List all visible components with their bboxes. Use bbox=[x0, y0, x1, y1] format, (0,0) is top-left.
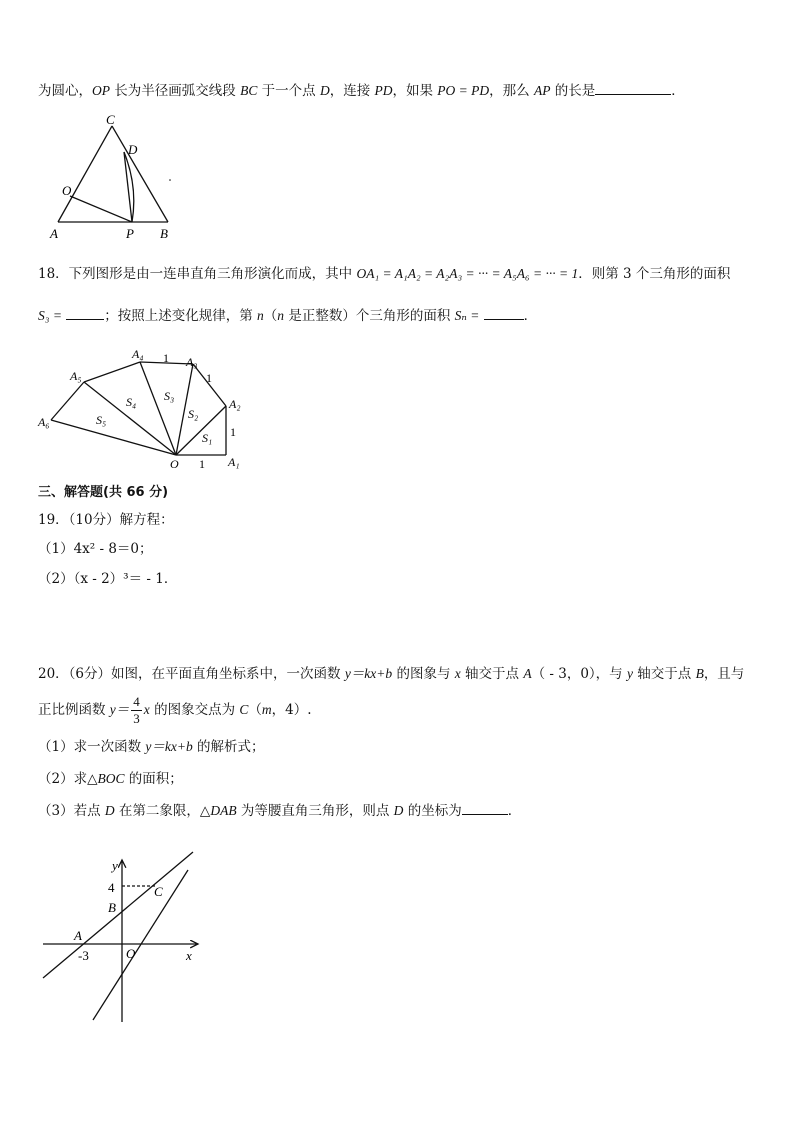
q18-text-line2: S₃ = ；按照上述变化规律，第 n（n 是正整数）个三角形的面积 Sₙ = ． bbox=[38, 305, 537, 326]
label-b: B bbox=[160, 226, 168, 241]
fraction-four-thirds: $\frac{4}{3}$ bbox=[133, 694, 140, 726]
label-one-right: 1 bbox=[230, 425, 236, 439]
q19-part1: （1）4x² - 8＝0； bbox=[38, 541, 153, 557]
q18-spiral-figure bbox=[36, 344, 256, 472]
label-c: C bbox=[106, 112, 115, 127]
label-one-a3a4: 1 bbox=[163, 351, 169, 365]
label-a: A bbox=[74, 928, 82, 943]
q18-text-line1: 18．下列图形是由一连串直角三角形演化而成，其中 OA₁ = A₁A₂ = A₂A₃ = ··· = A₅A₆ = ··· = 1．则第 3 个三角形的面积 bbox=[38, 266, 731, 282]
q17-text-line: 为圆心，OP 长为半径画弧交线段 BC 于一个点 D，连接 PD，如果 PO = PD，那么 AP 的长是 ． bbox=[38, 80, 685, 101]
q18-sequence: OA₁ = A₁A₂ = A₂A₃ = ··· = A₅A₆ = ··· = 1 bbox=[356, 266, 579, 281]
condition-po-pd: PO = PD bbox=[437, 83, 490, 98]
segment-ap: AP bbox=[533, 83, 551, 98]
segment-op: OP bbox=[92, 83, 110, 98]
axis-label-x: x bbox=[186, 948, 192, 963]
label-o: O bbox=[170, 457, 179, 471]
section-heading: 三、解答题(共 66 分) bbox=[38, 485, 169, 500]
q19-part2: （2）（x - 2）³＝ - 1． bbox=[38, 571, 178, 587]
segment-bc: BC bbox=[240, 83, 258, 98]
label-a: A bbox=[50, 226, 58, 241]
q17-triangle-figure bbox=[40, 112, 190, 242]
label-s4: S₄ bbox=[126, 395, 137, 409]
axis-label-y: y bbox=[112, 858, 118, 873]
q20-coordinate-figure bbox=[38, 850, 208, 1030]
label-a5: A₅ bbox=[70, 369, 82, 383]
label-a3: A₃ bbox=[186, 355, 198, 369]
q20-part3: （3）若点 D 在第二象限，△DAB 为等腰直角三角形，则点 D 的坐标为 ． bbox=[38, 800, 521, 821]
q20-text-line1: 20．（6分）如图，在平面直角坐标系中，一次函数 y＝kx+b 的图象与 x 轴交于点 A（ - 3，0），与 y 轴交于点 B，且与 bbox=[38, 666, 745, 682]
label-a4: A₄ bbox=[132, 347, 144, 361]
label-a6: A₆ bbox=[38, 415, 50, 429]
label-one-a2a3: 1 bbox=[206, 371, 212, 385]
label-a1: A₁ bbox=[228, 455, 240, 469]
q20-part1: （1）求一次函数 y＝kx+b 的解析式； bbox=[38, 739, 265, 755]
segment-pd: PD bbox=[374, 83, 393, 98]
stray-dot bbox=[169, 179, 171, 181]
q20-part2: （2）求△BOC 的面积； bbox=[38, 771, 183, 787]
q19-title: 19．（10分）解方程： bbox=[38, 512, 174, 528]
s3-label: S₃ = bbox=[38, 308, 62, 323]
label-d: D bbox=[128, 142, 138, 157]
label-o: O bbox=[126, 946, 136, 961]
label-s5: S₅ bbox=[96, 413, 107, 427]
label-p: P bbox=[126, 226, 134, 241]
answer-blank-sn[interactable] bbox=[484, 305, 524, 320]
label-s1: S₁ bbox=[202, 431, 213, 445]
tick-label-neg3: -3 bbox=[78, 948, 89, 963]
label-s2: S₂ bbox=[188, 407, 199, 421]
q20-text-line2: 正比例函数 y＝ $\frac{4}{3}$ x 的图象交点为 C（m，4）. bbox=[38, 694, 312, 726]
tick-label-4: 4 bbox=[108, 880, 115, 895]
sn-label: Sₙ = bbox=[454, 308, 480, 323]
label-o: O bbox=[62, 183, 72, 198]
answer-blank-s3[interactable] bbox=[66, 305, 104, 320]
label-s3: S₃ bbox=[164, 389, 175, 403]
point-d: D bbox=[319, 83, 330, 98]
label-one-bottom: 1 bbox=[199, 457, 205, 471]
label-a2: A₂ bbox=[229, 397, 241, 411]
label-c: C bbox=[154, 884, 163, 899]
answer-blank-q20[interactable] bbox=[462, 800, 508, 815]
label-b: B bbox=[108, 900, 116, 915]
answer-blank-q17[interactable] bbox=[595, 80, 671, 95]
